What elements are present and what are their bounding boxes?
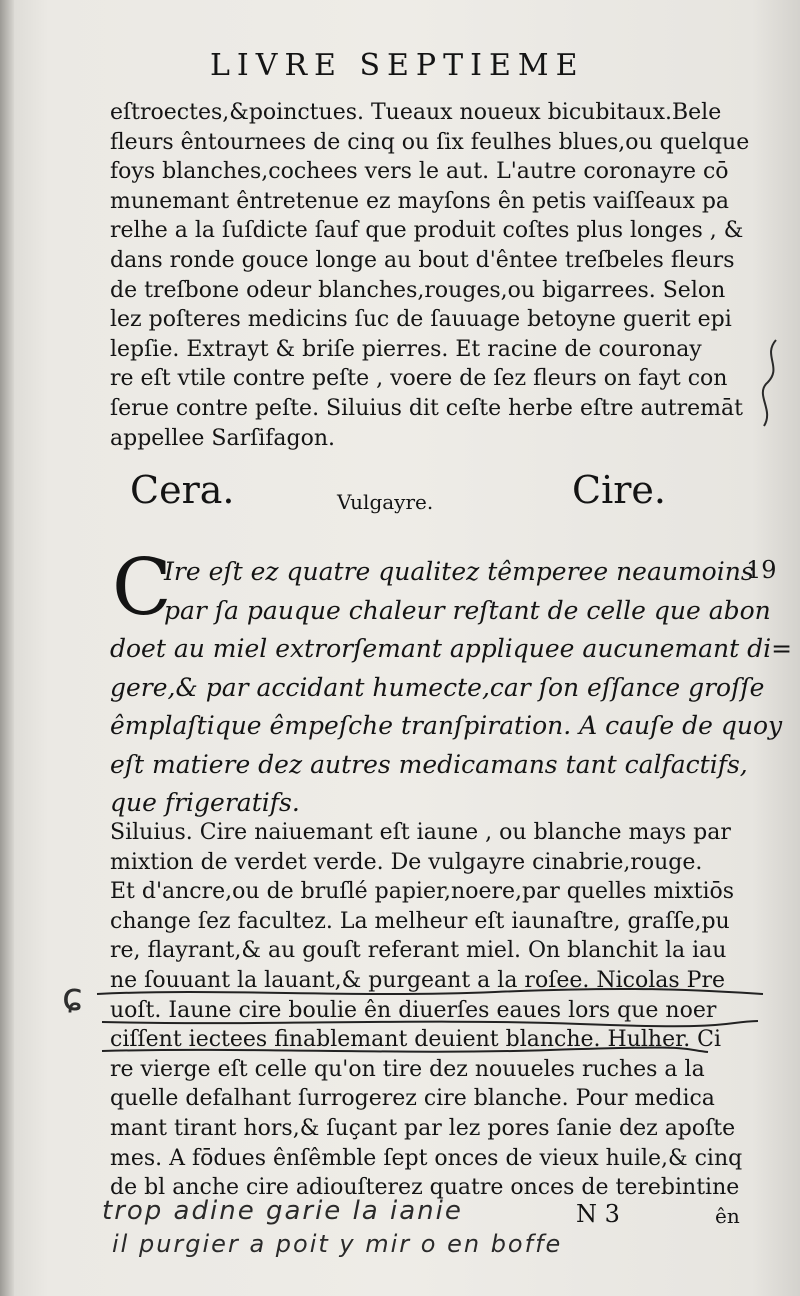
page-gutter-shadow [0, 0, 14, 1296]
text-line: foys blanches,cochees vers le aut. L'autre coronayre cō [110, 159, 729, 185]
text-line: re eſt vtile contre peſte , voere de ſez fleurs on fayt con [110, 366, 728, 392]
text-line: mant tirant hors,& ſuçant par lez pores ſanie dez apoſte [110, 1115, 736, 1141]
text-line: appellee Sarſifagon. [110, 425, 336, 451]
text-line: Siluius. Cire naiuemant eſt iaune , ou blanche mays par [110, 820, 731, 845]
margin-ink-curve [754, 338, 794, 428]
text-line: eſt matiere dez autres medicamans tant calfactifs, [110, 749, 748, 779]
text-line: fleurs êntournees de cinq ou ſix feulhes blues,ou quelque [110, 129, 750, 155]
text-line: munemant êntretenue ez mayſons ên petis vaiſſeaux pa [110, 188, 730, 214]
drop-cap: C [112, 543, 172, 633]
text-line: ne ſouuant la lauant,& purgeant a la roſee. Nicolas Pre [110, 967, 725, 993]
section-title-vulgar: Vulgayre. [337, 490, 434, 514]
paragraph-1 [110, 98, 750, 453]
text-line: ciſſent iectees finablemant deuient blanche. Hulher. Ci [110, 1027, 722, 1053]
text-line: re vierge eſt celle qu'on tire dez nouueles ruches a la [110, 1056, 705, 1082]
handwritten-underline-1 [95, 986, 765, 1000]
text-line: mixtion de verdet verde. De vulgayre cinabrie,rouge. [110, 849, 703, 875]
text-line: lepſie. Extrayt & briſe pierres. Et racine de couronay [110, 336, 702, 362]
handwritten-note-line-1: trop adine garie la ianie [102, 1196, 463, 1226]
text-line: gere,& par accidant humecte,car ſon eſſance groſſe [110, 672, 765, 702]
text-line: Et d'ancre,ou de bruſlé papier,noere,par quelles mixtiōs [110, 879, 735, 905]
paragraph-2 [110, 818, 743, 1203]
text-line: uoſt. Iaune cire boulie ên diuerſes eaues lors que noer [110, 997, 717, 1023]
text-line: ſerue contre peſte. Siluius dit ceſte herbe eſtre autremāt [110, 395, 743, 421]
italic-intro [110, 553, 793, 823]
handwritten-note-line-2: il purgier a poit y mir o en boffe [112, 1230, 563, 1258]
handwritten-strike [100, 1016, 760, 1030]
margin-number: 19 [746, 556, 777, 584]
text-line: lez poſteres medicins ſuc de ſauuage betoyne guerit epi [110, 307, 732, 333]
catchword: ên [715, 1204, 740, 1228]
text-line: change ſez facultez. La melheur eſt iaunaſtre, graſſe,pu [110, 908, 730, 934]
text-line: de bl anche cire adiouſterez quatre onces de terebintine [110, 1175, 740, 1201]
signature-mark: N 3 [576, 1200, 620, 1228]
handwritten-underline-2 [100, 1044, 710, 1058]
text-line: re, flayrant,& au gouſt referant miel. On blanchit la iau [110, 938, 727, 964]
text-line: êmplaſtique êmpeſche tranſpiration. A cauſe de quoy [110, 711, 783, 740]
text-line: relhe a la ſuſdicte ſauf que produit coſtes plus longes , & [110, 218, 744, 244]
text-line: de treſbone odeur blanches,rouges,ou bigarrees. Selon [110, 277, 726, 303]
text-line: quelle defalhant ſurrogerez cire blanche. Pour medica [110, 1086, 715, 1112]
text-line: dans ronde gouce longe au bout d'êntee treſbeles fleurs [110, 247, 735, 273]
section-title-french: Cire. [572, 468, 666, 512]
text-line: eſtroectes,&poinctues. Tueaux noueux bicubitaux.Bele [110, 100, 722, 125]
text-line: Ire eſt ez quatre qualitez têmperee neaumoins [164, 557, 754, 586]
section-title-latin: Cera. [130, 468, 235, 512]
text-line: que frigeratifs. [110, 788, 300, 817]
running-title: LIVRE SEPTIEME [210, 48, 585, 83]
text-line: doet au miel extrorſemant appliquee aucunemant di= [110, 634, 793, 663]
text-line: mes. A fōdues ênſêmble ſept onces de vieux huile,& cinq [110, 1145, 743, 1171]
margin-scribble: ɕ [62, 975, 83, 1019]
text-line: par ſa pauque chaleur reſtant de celle que abon [164, 595, 771, 625]
